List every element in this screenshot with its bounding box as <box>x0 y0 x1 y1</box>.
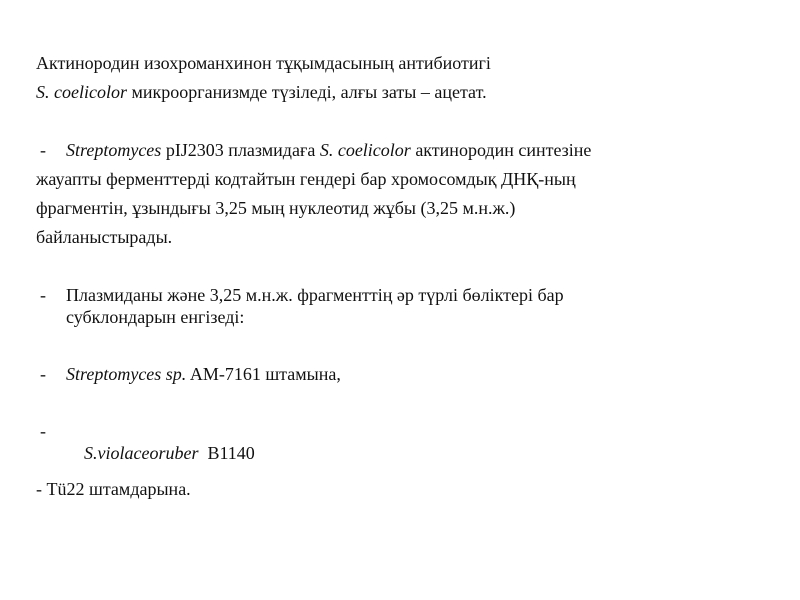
bullet-dash: - <box>40 364 46 384</box>
bullet-dash: - <box>40 421 46 441</box>
strain-species: S.violaceoruber <box>84 443 199 463</box>
paragraph-text: жауапты ферменттерді кодтайтын гендері бар хромосомдық ДНҚ-ның <box>36 169 576 189</box>
bullet-1-line-1 <box>66 284 564 306</box>
paragraph-text: фрагментін, ұзындығы 3,25 мың нуклеотид жұбы (3,25 м.н.ж.) <box>36 198 516 218</box>
species-name: S. coelicolor <box>319 140 411 160</box>
bullet-text: субклондарын енгізеді: <box>66 307 245 327</box>
closing-line <box>36 478 191 500</box>
intro-text: микроорганизмде түзіледі, алғы заты – ацетат. <box>126 82 487 102</box>
bullet-text: Плазмиданы және 3,25 м.н.ж. фрагменттің әр түрлі бөліктері бар <box>66 285 564 305</box>
species-name: S. coelicolor <box>36 82 127 102</box>
bullet-2 <box>66 363 341 385</box>
intro-line-1 <box>36 52 491 74</box>
bullet-1-line-2 <box>66 306 244 328</box>
bullet-dash: - <box>40 140 46 160</box>
intro-text: Актинородин изохроманхинон тұқымдасының антибиотигі <box>36 53 491 73</box>
bullet-text: B1140 <box>198 443 255 463</box>
paragraph-text: байланыстырады. <box>36 227 173 247</box>
bullet-text: AM-7161 штамына, <box>186 364 341 384</box>
paragraph-1-line-3 <box>36 197 515 219</box>
paragraph-1-line-1 <box>66 139 591 161</box>
strain-genus: Streptomyces sp. <box>66 364 187 384</box>
paragraph-text: pIJ2303 плазмидаға <box>161 140 320 160</box>
closing-text: - Тü22 штамдарына. <box>36 479 191 499</box>
bullet-3 <box>66 420 255 486</box>
bullet-dash: - <box>40 285 46 305</box>
paragraph-1-line-2 <box>36 168 576 190</box>
paragraph-text: актинородин синтезіне <box>410 140 592 160</box>
paragraph-1-line-4 <box>36 226 172 248</box>
intro-line-2 <box>36 81 487 103</box>
genus-name: Streptomyces <box>66 140 162 160</box>
